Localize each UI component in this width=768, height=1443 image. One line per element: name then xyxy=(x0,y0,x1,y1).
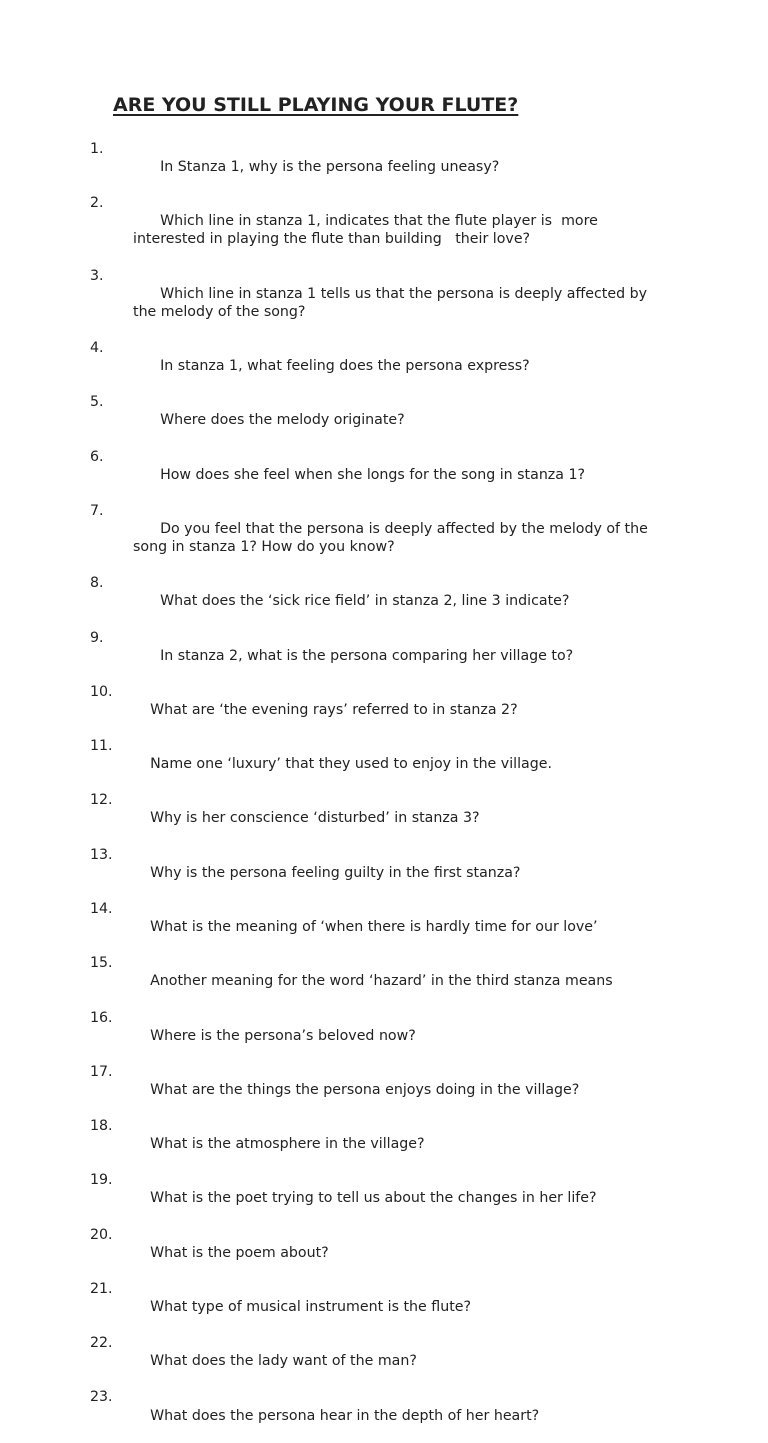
question-text: In stanza 1, what feeling does the persona express? xyxy=(160,358,530,375)
question-number: 22. xyxy=(90,1335,113,1352)
question-number: 14. xyxy=(90,900,113,917)
question-text: Why is her conscience ‘disturbed’ in stanza 3? xyxy=(150,810,480,827)
question-number: 20. xyxy=(90,1226,113,1243)
document-title: ARE YOU STILL PLAYING YOUR FLUTE? xyxy=(113,94,519,116)
question-item xyxy=(90,683,690,737)
question-item xyxy=(90,194,690,266)
question-number: 23. xyxy=(90,1389,113,1406)
question-text: Why is the persona feeling guilty in the first stanza? xyxy=(150,864,521,881)
question-number: 19. xyxy=(90,1172,113,1189)
question-item xyxy=(90,1388,690,1442)
question-number: 10. xyxy=(90,683,113,700)
question-number: 15. xyxy=(90,955,113,972)
question-number: 16. xyxy=(90,1009,113,1026)
question-text: What type of musical instrument is the flute? xyxy=(150,1299,472,1315)
question-text: In stanza 2, what is the persona comparing her village to? xyxy=(160,647,574,664)
question-item xyxy=(90,1226,690,1280)
question-item xyxy=(90,339,690,393)
question-number: 2. xyxy=(90,195,104,212)
question-text: What is the meaning of ‘when there is hardly time for our love’ xyxy=(150,919,598,936)
question-text: What is the poet trying to tell us about the changes in her life? xyxy=(150,1190,597,1207)
question-number: 4. xyxy=(90,340,104,357)
question-text-continued: interested in playing the flute than building their love? xyxy=(133,231,531,248)
question-item xyxy=(90,448,690,502)
question-text: What does the persona hear in the depth of her heart? xyxy=(150,1407,540,1424)
question-text: What is the poem about? xyxy=(150,1244,329,1261)
question-item xyxy=(90,954,690,1008)
question-item xyxy=(90,1063,690,1117)
question-text-continued: the melody of the song? xyxy=(133,303,306,320)
question-number: 11. xyxy=(90,738,113,755)
question-text: What does the ‘sick rice field’ in stanza 2, line 3 indicate? xyxy=(160,593,570,610)
question-number: 6. xyxy=(90,448,104,465)
question-text: What does the lady want of the man? xyxy=(150,1353,417,1370)
question-number: 5. xyxy=(90,394,104,411)
question-item xyxy=(90,1117,690,1171)
question-list xyxy=(90,140,690,1443)
question-item xyxy=(90,502,690,574)
question-text: Which line in stanza 1, indicates that the flute player is more xyxy=(160,213,598,230)
question-number: 7. xyxy=(90,502,104,519)
question-number: 9. xyxy=(90,629,104,646)
question-item xyxy=(90,267,690,339)
question-item xyxy=(90,846,690,900)
question-item xyxy=(90,1280,690,1334)
question-number: 12. xyxy=(90,792,113,809)
question-item xyxy=(90,1334,690,1388)
question-number: 18. xyxy=(90,1118,113,1135)
question-item xyxy=(90,1009,690,1063)
question-item xyxy=(90,737,690,791)
question-number: 1. xyxy=(90,141,104,157)
question-text-continued: song in stanza 1? How do you know? xyxy=(133,539,395,556)
question-text: What are the things the persona enjoys doing in the village? xyxy=(150,1081,580,1098)
question-item xyxy=(90,791,690,845)
question-item xyxy=(90,574,690,628)
question-text: Another meaning for the word ‘hazard’ in the third stanza means xyxy=(150,973,613,990)
question-item xyxy=(90,900,690,954)
question-number: 8. xyxy=(90,575,104,592)
question-number: 3. xyxy=(90,267,104,284)
question-text: What is the atmosphere in the village? xyxy=(150,1136,425,1153)
question-text: Which line in stanza 1 tells us that the persona is deeply affected by xyxy=(160,285,647,302)
question-number: 13. xyxy=(90,846,113,863)
question-item xyxy=(90,140,690,194)
question-text: Where is the persona’s beloved now? xyxy=(150,1027,416,1044)
question-text: In Stanza 1, why is the persona feeling uneasy? xyxy=(160,159,500,176)
question-number: 17. xyxy=(90,1063,113,1080)
question-item xyxy=(90,629,690,683)
question-item xyxy=(90,393,690,447)
question-item xyxy=(90,1171,690,1225)
question-text: Do you feel that the persona is deeply affected by the melody of the xyxy=(160,520,648,537)
question-text: Name one ‘luxury’ that they used to enjoy in the village. xyxy=(150,756,552,773)
question-text: Where does the melody originate? xyxy=(160,412,405,429)
question-number: 21. xyxy=(90,1280,113,1297)
question-text: What are ‘the evening rays’ referred to in stanza 2? xyxy=(150,701,518,718)
question-text: How does she feel when she longs for the song in stanza 1? xyxy=(160,466,586,483)
